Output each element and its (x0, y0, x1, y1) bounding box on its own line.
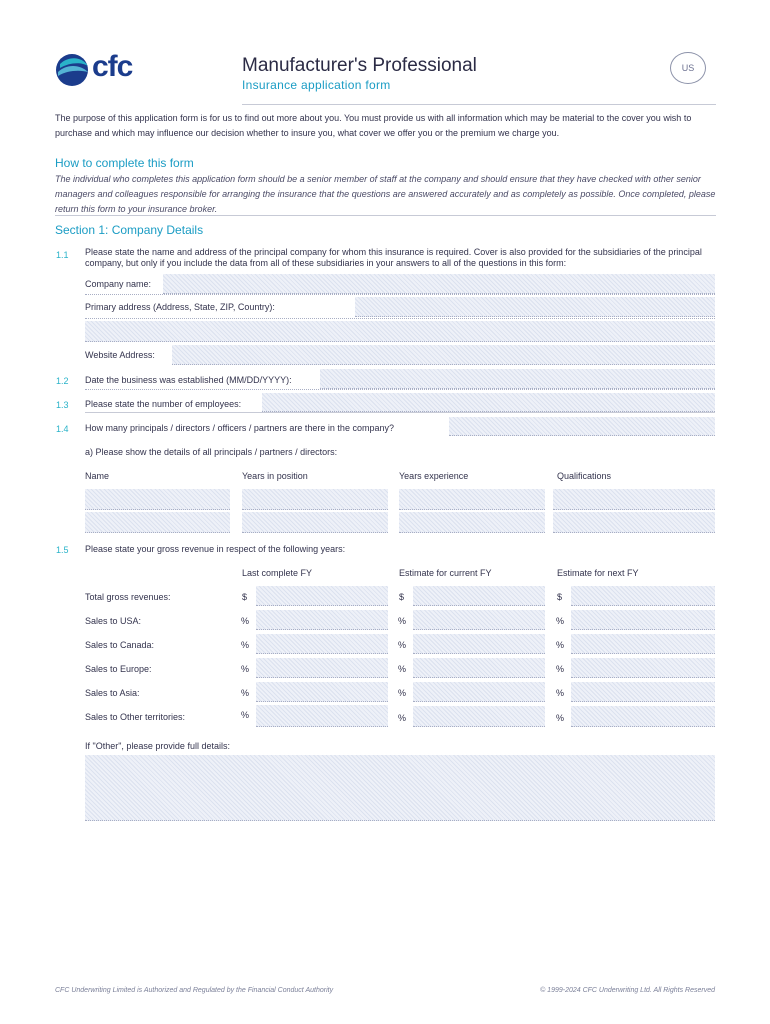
asia-last-fy[interactable] (256, 682, 388, 702)
q13-number: 1.3 (56, 400, 69, 410)
other-current-fy[interactable] (413, 706, 545, 727)
unit-symbol: % (398, 664, 407, 674)
col-next-fy: Estimate for next FY (557, 568, 639, 578)
canada-next-fy[interactable] (571, 634, 715, 654)
region-badge-label: US (681, 63, 695, 73)
page-title: Manufacturer's Professional (242, 55, 477, 76)
revenue-row-label: Sales to Asia: (85, 688, 140, 698)
other-last-fy[interactable] (256, 705, 388, 727)
principal-1-years-experience[interactable] (399, 489, 545, 510)
other-details-label: If "Other", please provide full details: (85, 741, 230, 751)
principal-1-name[interactable] (85, 489, 230, 510)
revenue-row-label: Sales to Other territories: (85, 712, 186, 722)
footer-left: CFC Underwriting Limited is Authorized and Regulated by the Financial Conduct Authority (55, 987, 334, 994)
header-divider (242, 104, 716, 105)
principal-2-years-position[interactable] (242, 512, 388, 533)
total-gross-last-fy[interactable] (256, 586, 388, 606)
logo-text: cfc (92, 50, 133, 83)
q13-label: Please state the number of employees: (85, 399, 242, 409)
unit-symbol: % (398, 640, 407, 650)
europe-last-fy[interactable] (256, 658, 388, 678)
how-to-heading: How to complete this form (55, 156, 194, 170)
total-gross-next-fy[interactable] (571, 586, 715, 606)
col-years-position: Years in position (242, 471, 308, 481)
total-gross-current-fy[interactable] (413, 586, 545, 606)
footer-right: © 1999-2024 CFC Underwriting Ltd. All Rights Reserved (540, 987, 715, 994)
europe-current-fy[interactable] (413, 658, 545, 678)
address-input-line2[interactable] (85, 321, 715, 342)
revenue-row-label: Sales to Canada: (85, 640, 155, 650)
q12-label: Date the business was established (MM/DD/YYYY): (85, 375, 292, 385)
col-qualifications: Qualifications (557, 471, 612, 481)
unit-symbol: % (398, 616, 407, 626)
address-rule1 (85, 318, 715, 319)
unit-symbol: % (241, 616, 250, 626)
col-last-fy: Last complete FY (242, 568, 313, 578)
employees-input[interactable] (262, 393, 715, 412)
canada-current-fy[interactable] (413, 634, 545, 654)
unit-symbol: % (556, 713, 565, 723)
principal-1-qualifications[interactable] (553, 489, 715, 510)
col-years-experience: Years experience (399, 471, 469, 481)
section1-heading: Section 1: Company Details (55, 223, 204, 237)
intro-text: The purpose of this application form is for us to find out more about you. You must provide us with all information which may be material to the cover you wish to purchase and which may influence our decision whether to insure you, what cover we offer you or the premium we charge you. (55, 113, 692, 138)
unit-symbol: % (556, 688, 565, 698)
unit-symbol: % (241, 664, 250, 674)
established-date-input[interactable] (320, 369, 715, 389)
usa-current-fy[interactable] (413, 610, 545, 630)
principal-2-qualifications[interactable] (553, 512, 715, 533)
other-details-textarea[interactable] (85, 755, 715, 821)
q13-divider (85, 412, 715, 413)
principals-count-input[interactable] (449, 417, 715, 436)
logo (54, 50, 154, 90)
how-to-divider (55, 215, 716, 216)
unit-symbol: $ (399, 592, 405, 602)
q12-number: 1.2 (56, 376, 69, 386)
region-badge (670, 52, 706, 84)
website-input[interactable] (172, 345, 715, 365)
unit-symbol: % (241, 688, 250, 698)
europe-next-fy[interactable] (571, 658, 715, 678)
company-name-label: Company name: (85, 279, 152, 289)
unit-symbol: $ (557, 592, 563, 602)
q14-number: 1.4 (56, 424, 69, 434)
unit-symbol: % (398, 688, 407, 698)
q12-rule (85, 389, 715, 390)
website-label: Website Address: (85, 350, 155, 360)
cfc-logo-icon (54, 52, 90, 88)
unit-symbol: % (241, 640, 250, 650)
q15-number: 1.5 (56, 545, 69, 555)
col-name: Name (85, 471, 110, 481)
unit-symbol: % (241, 710, 250, 720)
page-subtitle: Insurance application form (242, 78, 391, 92)
col-current-fy: Estimate for current FY (399, 568, 492, 578)
asia-next-fy[interactable] (571, 682, 715, 702)
principal-2-years-experience[interactable] (399, 512, 545, 533)
unit-symbol: $ (242, 592, 248, 602)
q14-label: How many principals / directors / officers / partners are there in the company? (85, 423, 394, 433)
asia-current-fy[interactable] (413, 682, 545, 702)
unit-symbol: % (398, 713, 407, 723)
q11-number: 1.1 (56, 250, 69, 260)
unit-symbol: % (556, 664, 565, 674)
address-input-line1[interactable] (355, 297, 715, 317)
revenue-row-label: Total gross revenues: (85, 592, 171, 602)
principal-1-years-position[interactable] (242, 489, 388, 510)
company-name-rule (85, 294, 715, 295)
principal-2-name[interactable] (85, 512, 230, 533)
company-name-input[interactable] (163, 274, 715, 294)
canada-last-fy[interactable] (256, 634, 388, 654)
usa-next-fy[interactable] (571, 610, 715, 630)
revenue-row-label: Sales to USA: (85, 616, 142, 626)
usa-last-fy[interactable] (256, 610, 388, 630)
revenue-row-label: Sales to Europe: (85, 664, 152, 674)
q11-text: Please state the name and address of the principal company for whom this insurance is required. Cover is also provided for the subsidiaries of the principal company, but only if you include the data from all of these subsidiaries in your answers to all of the questions in this form: (85, 247, 702, 268)
q14-sub-a: a) Please show the details of all principals / partners / directors: (85, 447, 338, 457)
how-to-text: The individual who completes this application form should be a senior member of staff at the company and should ensure that they have checked with other senior managers and colleagues responsible for arranging the insurance that the questions are answered accurately and as completely as possible. Once completed, please return this form to your insurance broker. (55, 174, 716, 214)
other-next-fy[interactable] (571, 706, 715, 727)
q15-label: Please state your gross revenue in respect of the following years: (85, 544, 346, 554)
unit-symbol: % (556, 616, 565, 626)
address-label: Primary address (Address, State, ZIP, Country): (85, 302, 275, 312)
unit-symbol: % (556, 640, 565, 650)
